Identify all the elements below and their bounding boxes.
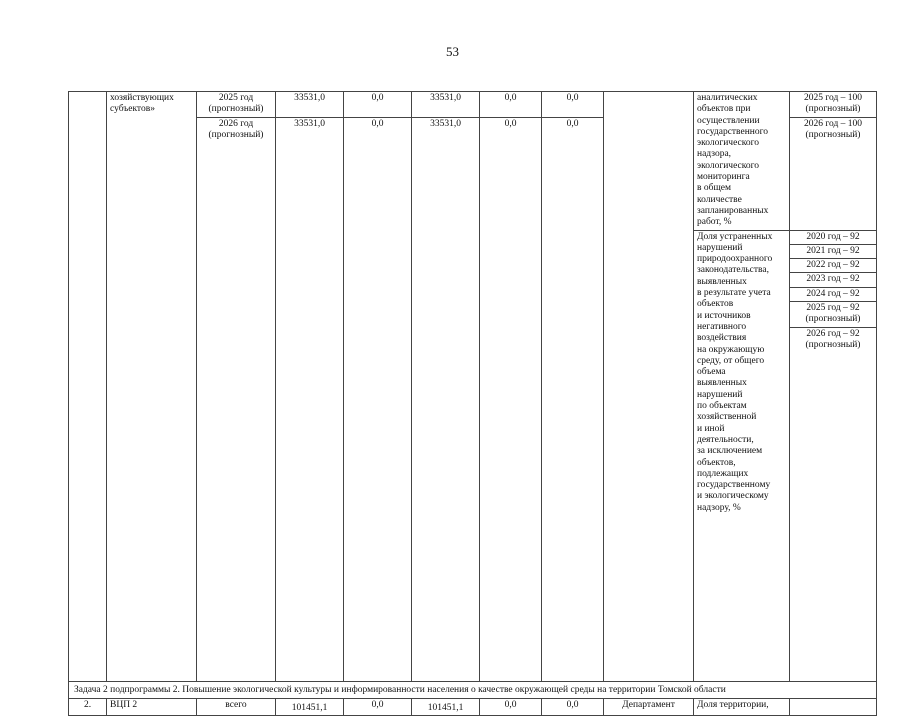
cell-indicator: аналитических объектов при осуществлении государственного экологического надзора, экологического мониторинга в общем количестве запланированных работ, % — [694, 92, 790, 231]
cell-regional: 101451,1 — [412, 698, 480, 715]
cell-year: всего — [197, 698, 276, 715]
cell-target — [790, 698, 877, 715]
table-row — [69, 698, 877, 715]
page-number: 53 — [446, 44, 459, 59]
budget-table — [68, 91, 877, 716]
cell-local: 0,0 — [480, 117, 542, 681]
cell-federal: 0,0 — [344, 698, 412, 715]
cell-target-list — [790, 230, 877, 681]
cell-total: 101451,1 — [276, 698, 344, 715]
cell-name: хозяйствующих субъектов» — [107, 92, 197, 682]
cell-federal: 0,0 — [344, 92, 412, 118]
cell-indicator: Доля территории, — [694, 698, 790, 715]
cell-num — [69, 92, 107, 682]
cell-other: 0,0 — [542, 698, 604, 715]
cell-regional: 33531,0 — [412, 117, 480, 681]
cell-total: 33531,0 — [276, 92, 344, 118]
task-heading: Задача 2 подпрограммы 2. Повышение экологической культуры и информированности населения о качестве окружающей среды на территории Томской области — [69, 681, 877, 698]
cell-target: 2026 год – 100 (прогнозный) — [790, 117, 877, 230]
target-item: 2026 год – 92 (прогнозный) — [805, 328, 861, 350]
cell-local: 0,0 — [480, 698, 542, 715]
target-item: 2023 год – 92 — [790, 273, 876, 287]
target-item: 2022 год – 92 — [790, 259, 876, 273]
table-row — [69, 681, 877, 698]
cell-other: 0,0 — [542, 92, 604, 118]
cell-total: 33531,0 — [276, 117, 344, 681]
cell-local: 0,0 — [480, 92, 542, 118]
cell-name: ВЦП 2 — [107, 698, 197, 715]
cell-num: 2. — [69, 698, 107, 715]
cell-federal: 0,0 — [344, 117, 412, 681]
target-item: 2025 год – 92 (прогнозный) — [790, 302, 876, 328]
cell-other: 0,0 — [542, 117, 604, 681]
cell-regional: 33531,0 — [412, 92, 480, 118]
cell-target: 2025 год – 100 (прогнозный) — [790, 92, 877, 118]
cell-executor: Департамент — [604, 698, 694, 715]
target-item: 2020 год – 92 — [790, 231, 876, 245]
target-item: 2021 год – 92 — [790, 245, 876, 259]
table-row — [69, 92, 877, 118]
cell-year: 2026 год (прогнозный) — [197, 117, 276, 681]
cell-executor — [604, 92, 694, 682]
cell-year: 2025 год (прогнозный) — [197, 92, 276, 118]
cell-indicator: Доля устраненных нарушений природоохранного законодательства, выявленных в результате учета объектов и источников негативного воздействия на окружающую среду, от общего объема выявленных нарушений по объектам хозяйственной и иной деятельности, за исключением объектов, подлежащих государственному и экологическому надзору, % — [694, 230, 790, 681]
target-item: 2024 год – 92 — [790, 288, 876, 302]
